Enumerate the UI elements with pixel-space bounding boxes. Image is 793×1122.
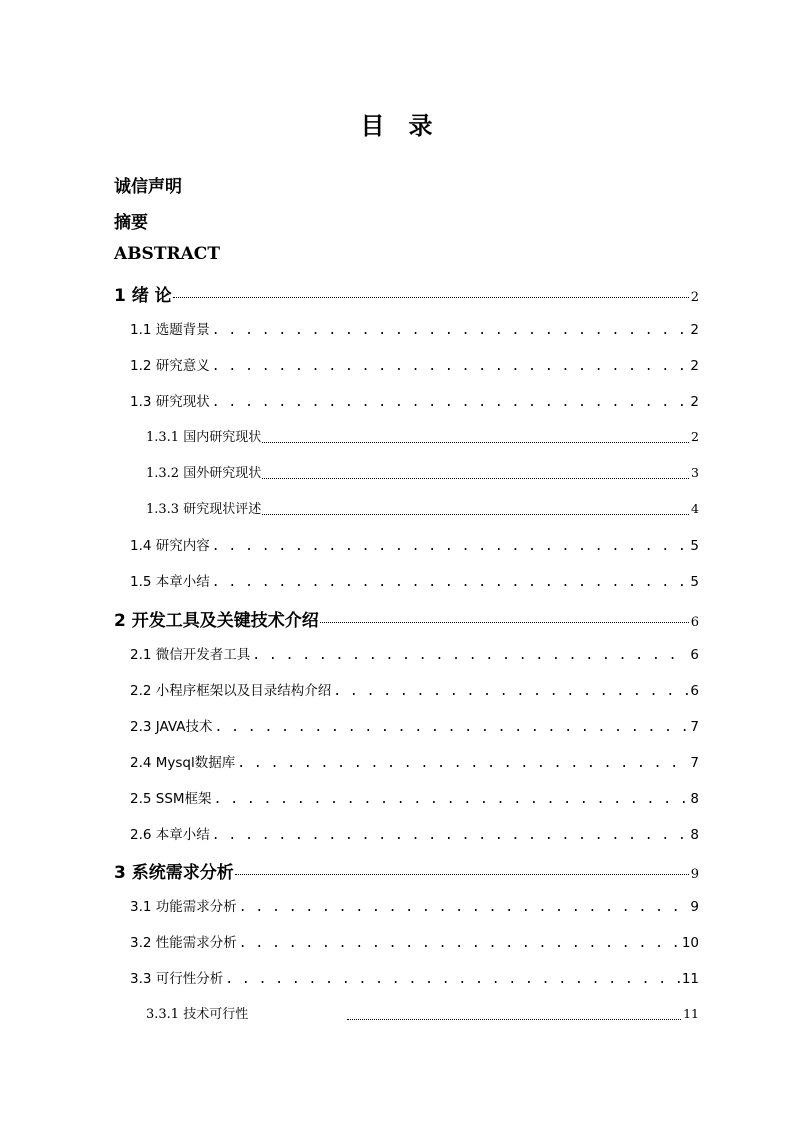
toc-entry-label: 3.3 可行性分析 [130,971,224,987]
toc-entry-3-3[interactable] [130,967,699,989]
toc-leader-dots [212,535,689,554]
toc-entry-label: 1.2 研究意义 [130,358,210,374]
toc-leader-dots [333,680,688,699]
toc-page-number: 4 [691,501,699,516]
toc-entry-label: 2.3 JAVA技术 [130,719,213,735]
toc-leader-dots [262,441,689,443]
toc-page-number: 6 [690,683,699,699]
toc-page-number: 8 [690,791,699,807]
toc-entry-chapter-2[interactable] [114,606,699,631]
toc-entry-abstract-en[interactable] [114,244,699,266]
toc-entry-1-3-2[interactable] [146,462,699,484]
toc-leader-dots [212,319,689,338]
toc-page-number: 8 [690,827,699,843]
toc-entry-label: 2 开发工具及关键技术介绍 [114,611,319,631]
page-title: 目 录 [360,112,433,140]
toc-leader-dots [212,391,689,410]
toc-entry-2-3[interactable] [130,715,699,737]
toc-entry-2-2[interactable] [130,679,699,701]
toc-leader-dots [252,644,688,663]
toc-page-number: 5 [690,538,699,554]
toc-leader-dots [262,513,689,515]
toc-page-number: 7 [690,719,699,735]
toc-page-number: 6 [690,615,699,630]
toc-page-number: 2 [690,358,699,374]
toc-entry-label: 1.3.1 国内研究现状 [146,430,262,445]
toc-leader-dots [214,716,688,735]
toc-entry-1-3-3[interactable] [146,498,699,520]
toc-entry-label: 2.4 Mysql数据库 [130,755,236,771]
toc-entry-label: 1.3 研究现状 [130,394,210,410]
toc-leader-dots [173,296,689,298]
toc-page-number: 2 [690,322,699,338]
toc-entry-2-5[interactable] [130,787,699,809]
toc-leader-dots [239,896,689,915]
toc-page-number: 3 [691,465,699,480]
toc-entry-label: 2.5 SSM框架 [130,791,212,807]
toc-leader-dots [225,968,680,987]
toc-entry-1-4[interactable] [130,534,699,556]
toc-entry-label: 2.2 小程序框架以及目录结构介绍 [130,683,332,699]
toc-entry-3-1[interactable] [130,895,699,917]
toc-page-number: 2 [691,429,699,444]
toc-page-number: 10 [681,935,699,951]
toc-entry-2-6[interactable] [130,823,699,845]
toc-entry-label: 1.5 本章小结 [130,574,210,590]
toc-entry-1-3-1[interactable] [146,426,699,448]
toc-entry-label: 1.1 选题背景 [130,322,210,338]
toc-page-number: 6 [690,647,699,663]
toc-entry-2-4[interactable] [130,751,699,773]
toc-page-number: 9 [690,867,699,882]
toc-entry-label: 1.3.3 研究现状评述 [146,502,262,517]
toc-entry-1-5[interactable] [130,570,699,592]
toc-entry-label: 3.2 性能需求分析 [130,935,237,951]
toc-entry-label: 3.1 功能需求分析 [130,899,237,915]
toc-leader-dots [212,571,689,590]
toc-entry-1-3[interactable] [130,390,699,412]
toc-leader-dots [239,932,680,951]
toc-page-number: 2 [690,290,699,305]
toc-entry-2-1[interactable] [130,643,699,665]
toc-entry-integrity[interactable] [114,172,699,197]
toc-entry-label: 3 系统需求分析 [114,863,234,883]
toc-leader-dots [235,873,689,875]
toc-entry-chapter-3[interactable] [114,858,699,883]
toc-entry-abstract-cn[interactable] [114,208,699,233]
toc-leader-dots [237,752,688,771]
toc-page-number: 2 [690,394,699,410]
toc-entry-label: 1.3.2 国外研究现状 [146,466,262,481]
toc-entry-label: ABSTRACT [114,244,220,264]
toc-entry-label: 1 绪 论 [114,286,172,306]
toc-leader-dots [212,824,689,843]
toc-page-number: 7 [690,755,699,771]
toc-leader-dots [212,355,689,374]
toc-entry-1-1[interactable] [130,318,699,340]
toc-entry-3-3-1[interactable] [146,1003,699,1025]
toc-leader-dots [320,621,689,623]
toc-leader-dots [214,788,689,807]
toc-leader-dots [347,1018,681,1020]
toc-page-number: 11 [683,1006,699,1021]
toc-entry-label: 2.1 微信开发者工具 [130,647,251,663]
toc-entry-label: 2.6 本章小结 [130,827,210,843]
toc-page-number: 5 [690,574,699,590]
toc-page-number: 11 [681,971,699,987]
toc-entry-3-2[interactable] [130,931,699,953]
toc-entry-1-2[interactable] [130,354,699,376]
toc-leader-dots [262,477,689,479]
toc-entry-label: 诚信声明 [114,177,182,197]
toc-entry-label: 摘要 [114,213,148,233]
toc-entry-label: 3.3.1 技术可行性 [146,1007,249,1022]
toc-entry-label: 1.4 研究内容 [130,538,210,554]
toc-entry-chapter-1[interactable] [114,281,699,306]
toc-page-number: 9 [690,899,699,915]
